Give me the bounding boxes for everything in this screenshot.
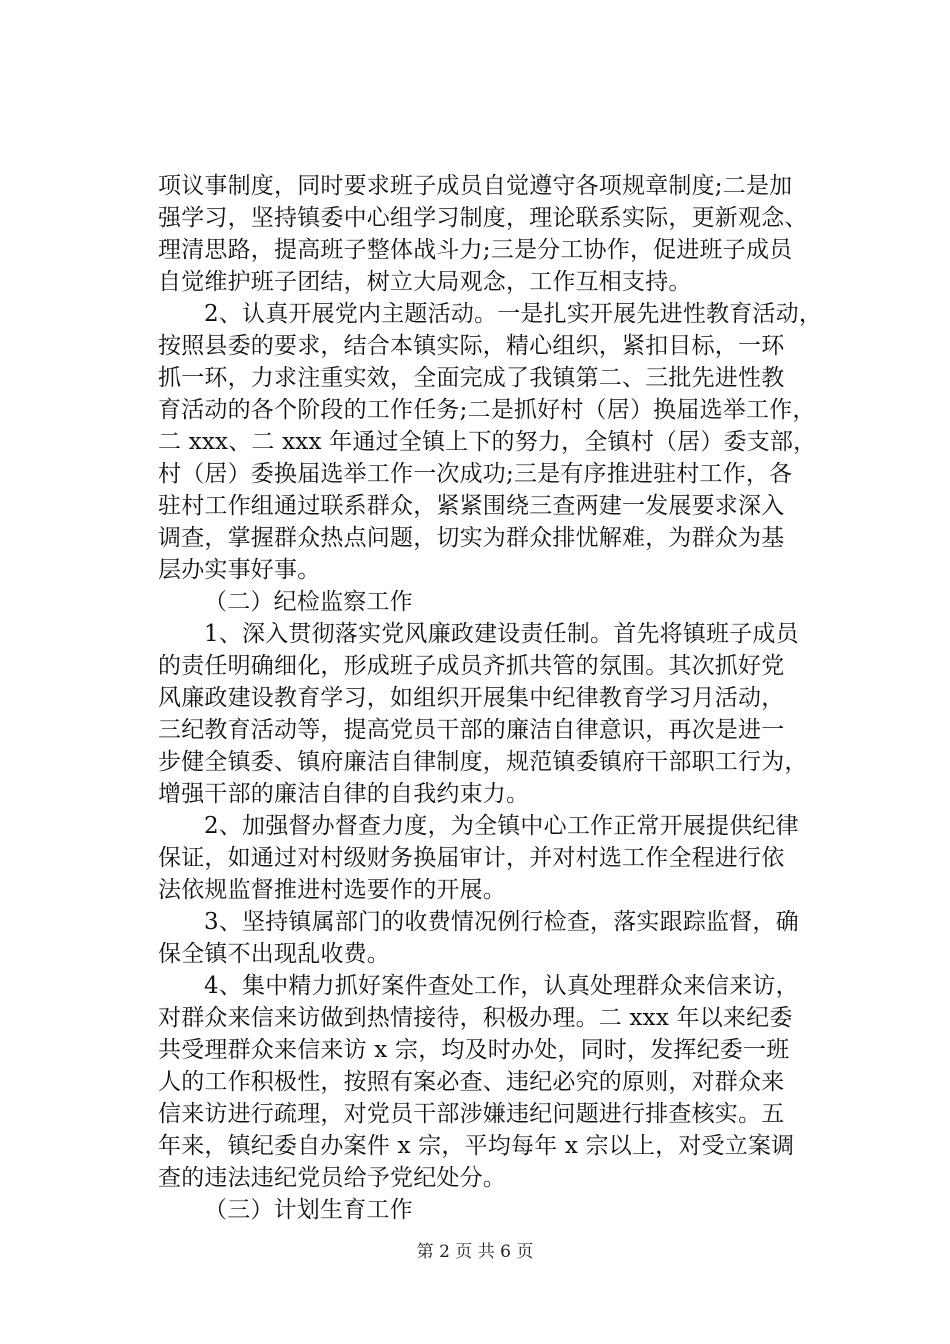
paragraph-start-line: 2、认真开展党内主题活动。一是扎实开展先进性教育活动， xyxy=(204,301,823,327)
text-line: 驻村工作组通过联系群众，紧紧围绕三查两建一发展要求深入 xyxy=(158,493,785,519)
paragraph-start-line: 4、集中精力抓好案件查处工作，认真处理群众来信来访， xyxy=(204,973,799,999)
text-line: 强学习，坚持镇委中心组学习制度，理论联系实际，更新观念、 xyxy=(158,205,808,231)
text-line: 信来访进行疏理，对党员干部涉嫌违纪问题进行排查核实。五 xyxy=(158,1101,785,1127)
text-line: 调查，掌握群众热点问题，切实为群众排忧解难，为群众为基 xyxy=(158,525,785,551)
paragraph-start-line: （三）计划生育工作 xyxy=(204,1197,413,1223)
text-line: 查的违法违纪党员给予党纪处分。 xyxy=(158,1165,506,1191)
text-line: 抓一环，力求注重实效，全面完成了我镇第二、三批先进性教 xyxy=(158,365,785,391)
text-line: 的责任明确细化，形成班子成员齐抓共管的氛围。其次抓好党 xyxy=(158,653,785,679)
paragraph-start-line: 1、深入贯彻落实党风廉政建设责任制。首先将镇班子成员 xyxy=(204,621,799,647)
text-line: 步健全镇委、镇府廉洁自律制度，规范镇委镇府干部职工行为， xyxy=(158,749,808,775)
text-line: 增强干部的廉洁自律的自我约束力。 xyxy=(158,781,530,807)
paragraph-start-line: 3、坚持镇属部门的收费情况例行检查，落实跟踪监督，确 xyxy=(204,909,799,935)
text-line: 理清思路，提高班子整体战斗力;三是分工协作，促进班子成员 xyxy=(158,237,793,263)
text-line: 育活动的各个阶段的工作任务;二是抓好村（居）换届选举工作， xyxy=(158,397,816,423)
text-line: 三纪教育活动等，提高党员干部的廉洁自律意识，再次是进一 xyxy=(158,717,785,743)
document-body xyxy=(158,170,844,1226)
text-line: 人的工作积极性，按照有案必查、违纪必究的原则，对群众来 xyxy=(158,1069,785,1095)
text-line: 自觉维护班子团结，树立大局观念，工作互相支持。 xyxy=(158,269,692,295)
paragraph-start-line: 2、加强督办督查力度，为全镇中心工作正常开展提供纪律 xyxy=(204,813,799,839)
page-number-footer: 第 2 页 共 6 页 xyxy=(416,1242,534,1262)
paragraph-start-line: （二）纪检监察工作 xyxy=(204,589,413,615)
text-line: 层办实事好事。 xyxy=(158,557,321,583)
text-line: 共受理群众来信来访 x 宗，均及时办处，同时，发挥纪委一班 xyxy=(158,1037,790,1063)
text-line: 风廉政建设教育学习，如组织开展集中纪律教育学习月活动， xyxy=(158,685,785,711)
text-line: 对群众来信来访做到热情接待，积极办理。二 xxx 年以来纪委 xyxy=(158,1005,793,1031)
text-line: 村（居）委换届选举工作一次成功;三是有序推进驻村工作，各 xyxy=(158,461,793,487)
text-line: 项议事制度，同时要求班子成员自觉遵守各项规章制度;二是加 xyxy=(158,173,793,199)
text-line: 按照县委的要求，结合本镇实际，精心组织，紧扣目标，一环 xyxy=(158,333,785,359)
text-line: 年来，镇纪委自办案件 x 宗，平均每年 x 宗以上，对受立案调 xyxy=(158,1133,795,1159)
text-line: 法依规监督推进村选要作的开展。 xyxy=(158,877,506,903)
text-line: 保全镇不出现乱收费。 xyxy=(158,941,390,967)
text-line: 保证，如通过对村级财务换届审计，并对村选工作全程进行依 xyxy=(158,845,785,871)
text-line: 二 xxx、二 xxx 年通过全镇上下的努力，全镇村（居）委支部， xyxy=(158,429,817,455)
